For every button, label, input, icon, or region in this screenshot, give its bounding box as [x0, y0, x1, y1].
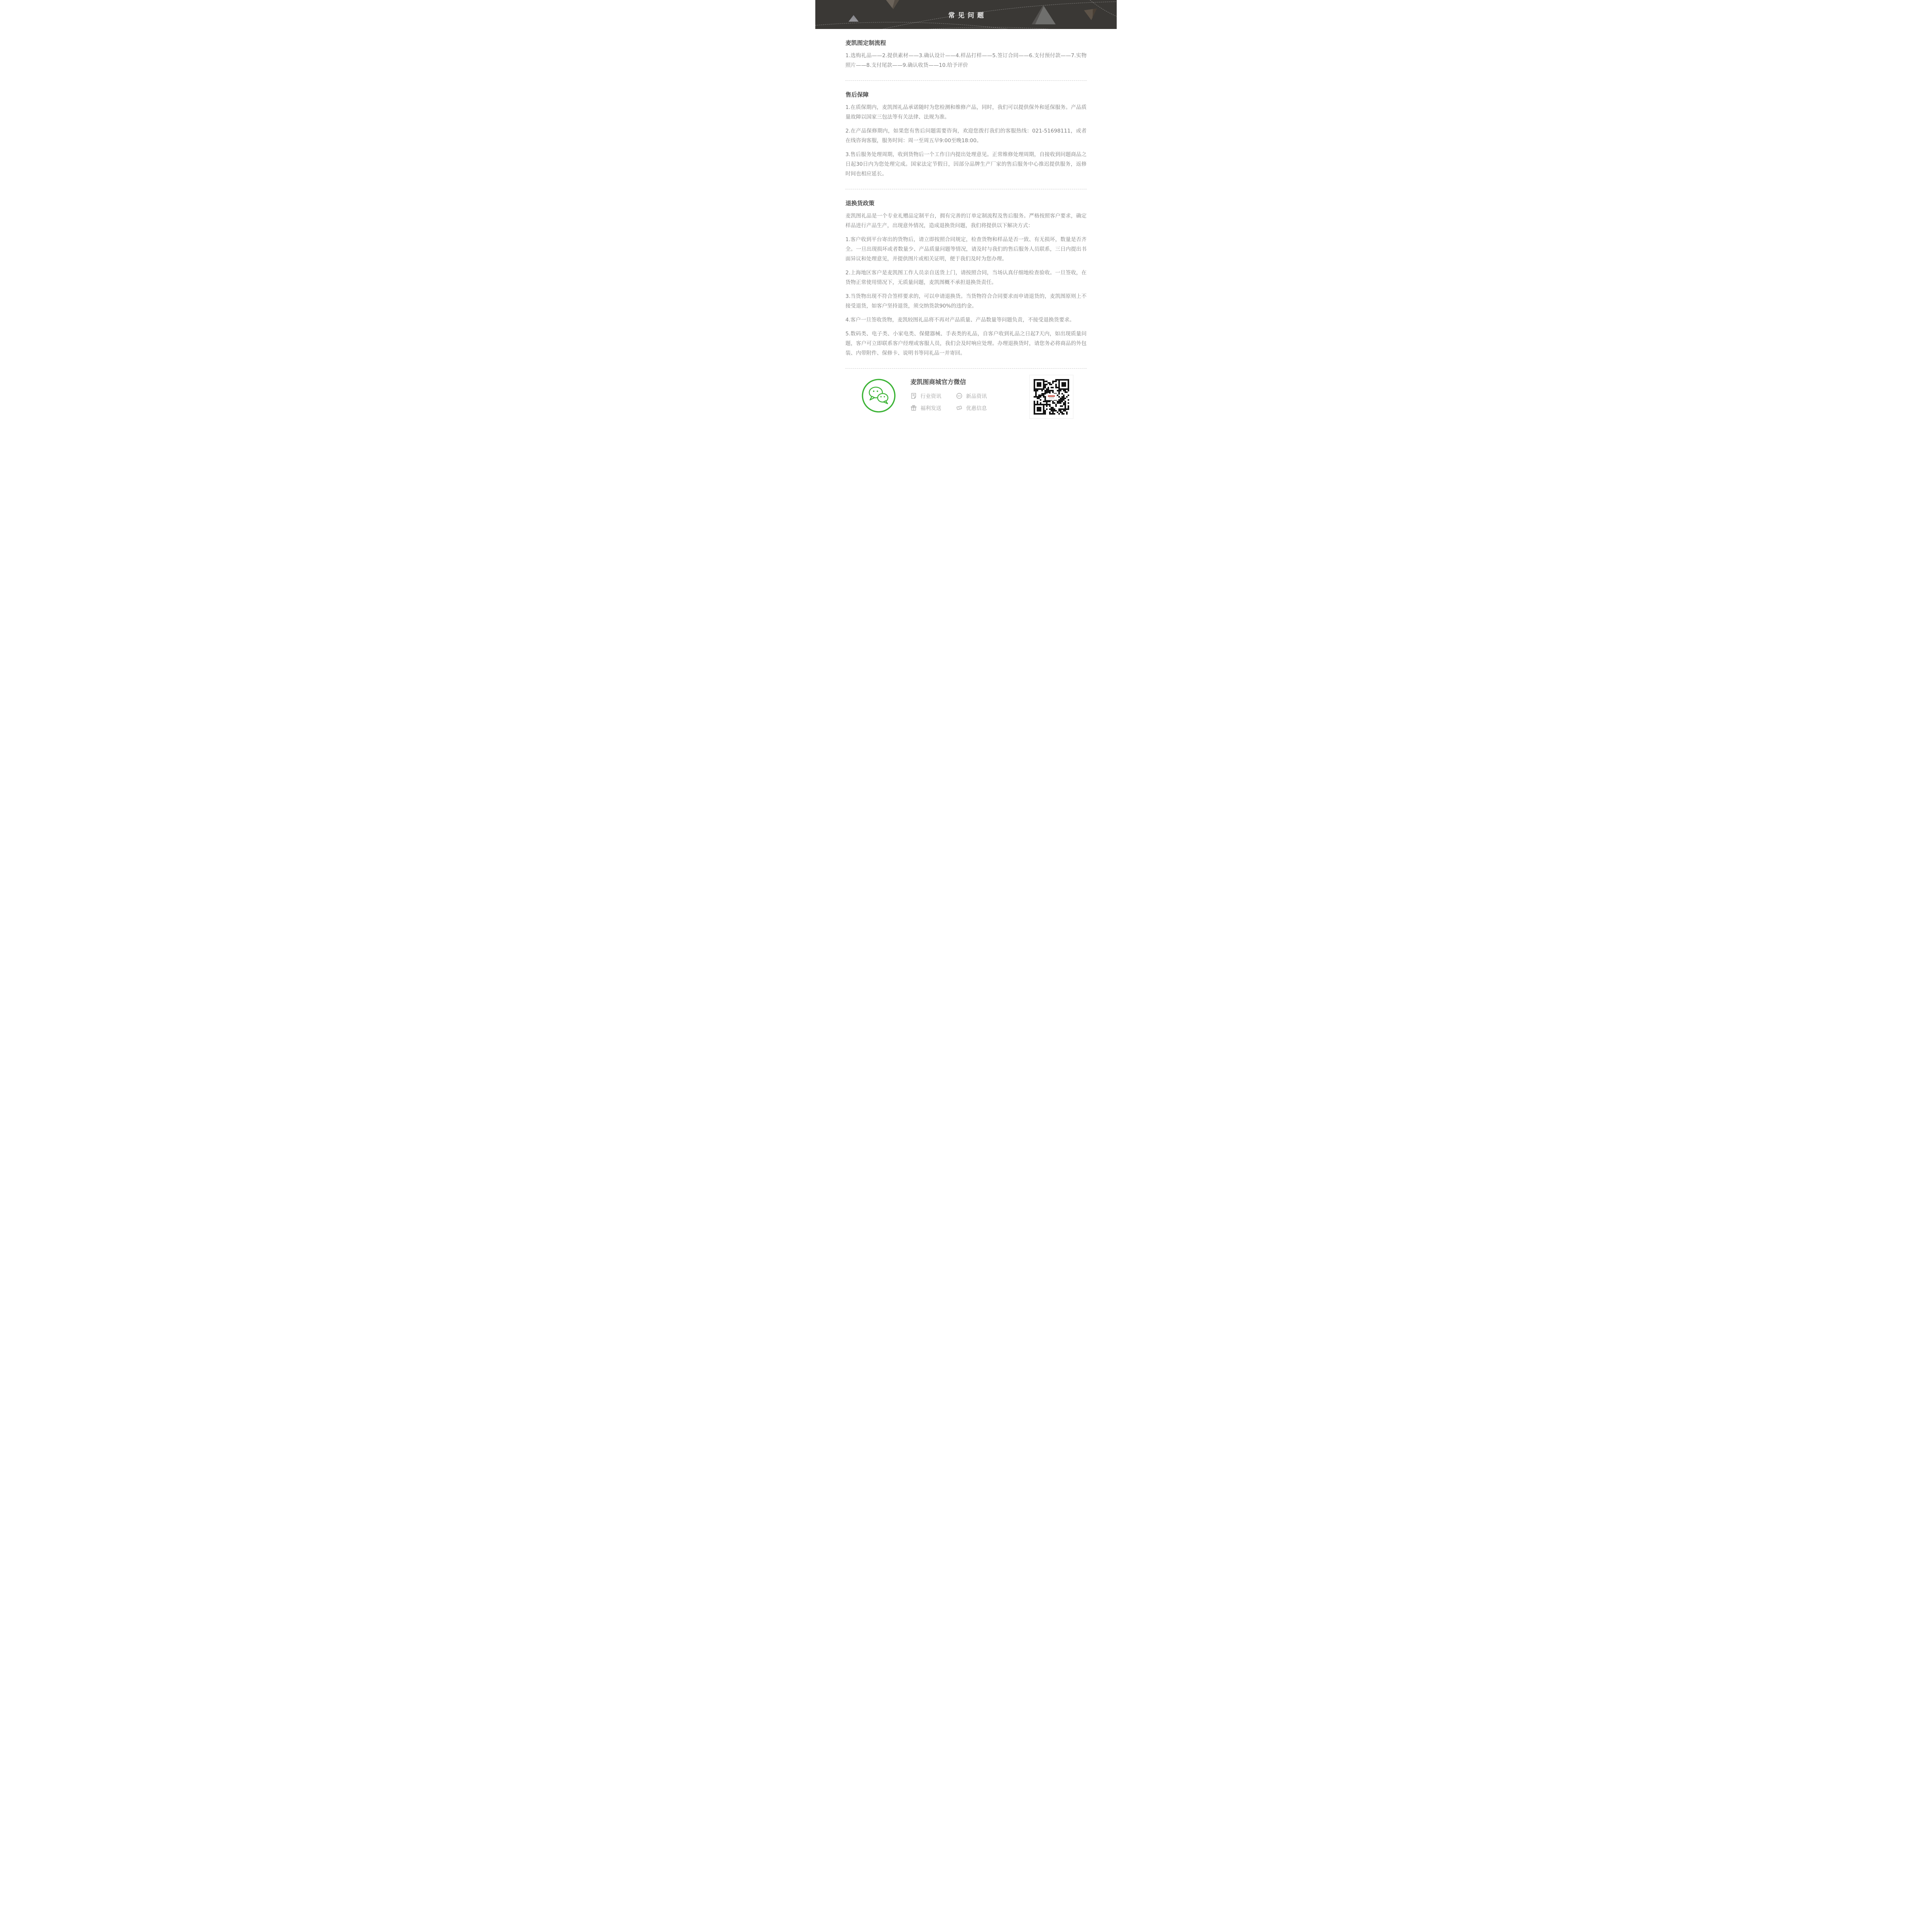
feature-discounts: [956, 404, 987, 412]
section-after-sales: [845, 81, 1087, 179]
svg-text:%: %: [958, 406, 961, 410]
dashed-divider: [845, 368, 1087, 369]
section-return-policy: [845, 189, 1087, 358]
feature-benefits: [910, 404, 956, 412]
section-heading: 麦凯图定制流程: [845, 39, 886, 46]
triangle-decoration: [886, 0, 899, 9]
paragraph: 1.在质保期内，麦凯图礼品承诺随时为您检测和维修产品，同时，我们可以提供保外和延保服务。产品质量故障以国家三包法等有关法律、法规为准。: [845, 104, 1087, 120]
section-custom-process: [845, 29, 1087, 70]
paragraph: 3.售后服务处理周期，收到货物后一个工作日内提出处理意见。正常维修处理周期，自接收到问题商品之日起30日内为您处理完成。国家法定节假日，因部分品牌生产厂家的售后服务中心推迟提供服务，返修时间也相应延长。: [845, 151, 1087, 177]
svg-text:NEW: NEW: [957, 395, 961, 397]
wechat-footer: [815, 375, 1117, 419]
news-doc-icon: [910, 393, 917, 399]
wechat-icon: [861, 378, 896, 413]
feature-label: 新品资讯: [966, 393, 987, 400]
paragraph: 2.上海地区客户是麦凯图工作人员亲自送货上门，请按照合同，当场认真仔细地检查验收。一旦签收，在货物正常使用情况下，无质量问题，麦凯图概不承担退换货责任。: [845, 270, 1087, 286]
page-header: [815, 0, 1117, 29]
new-badge-icon: [956, 393, 963, 399]
paragraph: 5.数码类、电子类、小家电类、保健器械、手表类的礼品，自客户收到礼品之日起7天内，如出现质量问题，客户可立即联系客户经理或客服人员，我们会及时响应处理。办理退换货时，请您务必将商品的外包装、内带附件、保修卡、说明书等同礼品一并寄回。: [845, 331, 1087, 356]
qr-code: [1029, 375, 1073, 419]
content: [815, 29, 1117, 369]
paragraph: 麦凯图礼品是一个专业礼赠品定制平台，拥有完善的订单定制流程及售后服务。严格按照客户要求，确定样品进行产品生产，出现意外情况，造成退换货问题，我们将提供以下解决方式：: [845, 213, 1087, 229]
section-heading: 退换货政策: [845, 200, 875, 207]
paragraph: 2.在产品保修期内，如果您有售后问题需要咨询，欢迎您拨打我们的客服热线：021-51698111，或者在线咨询客服，服务时间：周一至周五早9:00至晚18:00。: [845, 128, 1087, 144]
feature-label: 行业资讯: [920, 393, 941, 400]
paragraph: 4.客户一旦签收货物，麦凯较图礼品将不再对产品质量、产品数量等问题负责，不接受退换货要求。: [845, 317, 1075, 323]
qr-center-logo: [1046, 394, 1057, 400]
wechat-account-title: 麦凯图商城官方微信: [910, 378, 966, 386]
feature-new-products: [956, 392, 987, 400]
wechat-feature-grid: [910, 392, 987, 412]
process-steps-text: 1.选购礼品——2.提供素材——3.确认设计——4.样品打样——5.签订合同——6.支付预付款——7.实物照片——8.支付尾款——9.确认收货——10.给予评价: [845, 53, 1087, 68]
coupon-icon: [956, 405, 963, 411]
feature-label: 福利发送: [920, 405, 941, 412]
page-title: 常见问题: [948, 12, 987, 19]
feature-label: 优惠信息: [966, 405, 987, 412]
gift-icon: [910, 405, 917, 411]
faq-page: [815, 0, 1117, 412]
wechat-info: [910, 377, 987, 412]
feature-industry-news: [910, 392, 956, 400]
section-heading: 售后保障: [845, 91, 869, 98]
paragraph: 1.客户收到平台寄出的货物后，请立即按照合同规定，检查货物和样品是否一致、有无损坏，数量是否齐全。一旦出现损坏或者数量少、产品质量问题等情况，请及时与我们的售后服务人员联系，三日内提出书面异议和处理意见，并提供图片或相关证明，便于我们及时为您办理。: [845, 236, 1087, 262]
paragraph: 3.当货物出现不符合签样要求的，可以申请退换货。当货物符合合同要求而申请退货的，麦凯图原则上不接受退货，如客户坚持退货，须交纳货款90%的违约金。: [845, 293, 1087, 309]
